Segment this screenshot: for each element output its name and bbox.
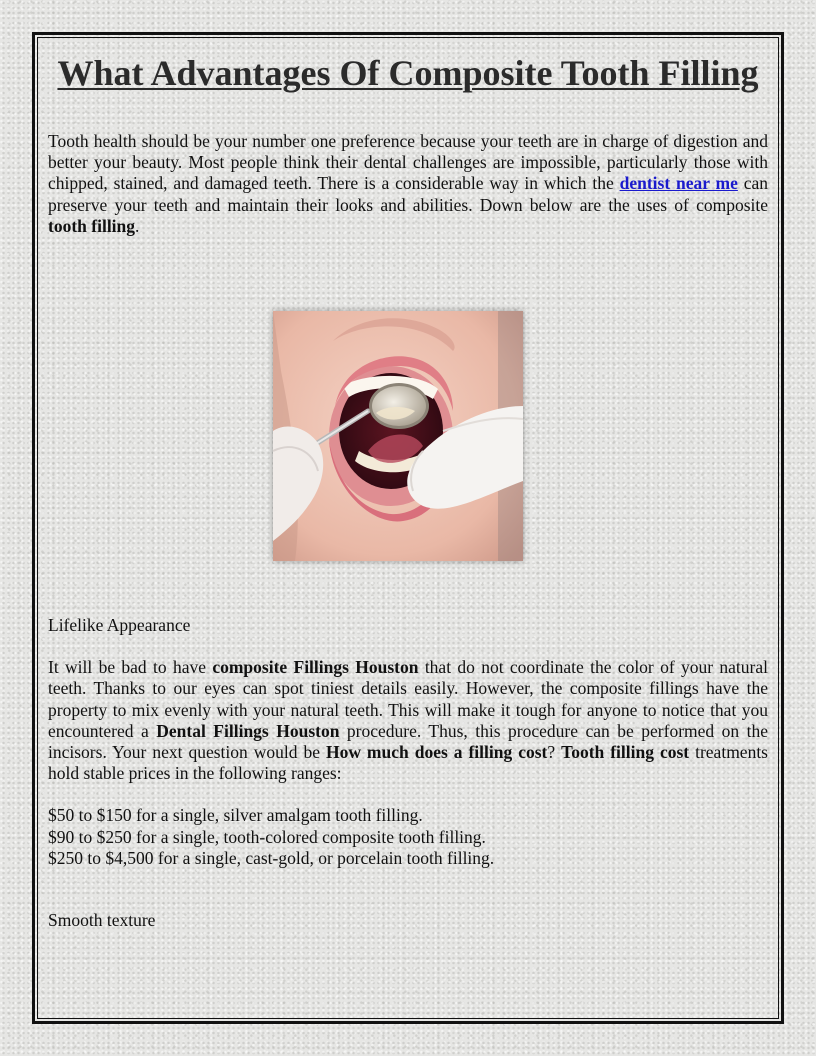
section-lifelike-appearance: [48, 615, 768, 869]
intro-text-2: can preserve your teeth and maintain their looks and abilities. Down below are the uses of composite: [48, 173, 768, 215]
intro-paragraph: [48, 131, 768, 237]
intro-text-3: .: [135, 215, 140, 236]
lifelike-bold-4: Tooth filling cost: [561, 742, 690, 763]
section-smooth-texture: [48, 910, 768, 931]
price-list: [48, 805, 768, 869]
price-item: $50 to $150 for a single, silver amalgam tooth filling.: [48, 805, 423, 826]
lifelike-text-1: It will be bad to have: [48, 657, 213, 678]
lifelike-text-3: procedure. Thus, this procedure can be performed on the incisors. Your next question would be: [48, 720, 768, 763]
section-heading-lifelike: Lifelike Appearance: [48, 615, 191, 635]
lifelike-text-2: that do not coordinate the color of your natural teeth. Thanks to our eyes can spot tiniest details easily. However, the composite fillings have the property to mix evenly with your natural teeth. This will make it tough for anyone to notice that you encountered a: [48, 657, 768, 741]
lifelike-bold-1: composite Fillings Houston: [212, 657, 419, 678]
section-heading-smooth: Smooth texture: [48, 910, 156, 930]
lifelike-text-5: treatments hold stable prices in the following ranges:: [48, 742, 768, 784]
price-item: $250 to $4,500 for a single, cast-gold, or porcelain tooth filling.: [48, 847, 495, 868]
lifelike-text-4: ?: [547, 742, 562, 763]
page-title: What Advantages Of Composite Tooth Filling: [57, 53, 759, 93]
dental-exam-photo: [273, 311, 523, 561]
dentist-near-me-link[interactable]: dentist near me: [619, 173, 738, 194]
intro-bold-term: tooth filling: [48, 215, 136, 236]
lifelike-paragraph: [48, 657, 768, 784]
intro-text-1: Tooth health should be your number one preference because your teeth are in charge of digestion and better your beauty. Most people think their dental challenges are impossible, particularly those with chipped, stained, and damaged teeth. There is a considerable way in which the: [48, 131, 768, 194]
price-item: $90 to $250 for a single, tooth-colored composite tooth filling.: [48, 826, 486, 847]
document-body: [48, 48, 768, 237]
lifelike-bold-3: How much does a filling cost: [325, 742, 548, 763]
lifelike-bold-2: Dental Fillings Houston: [156, 720, 340, 741]
